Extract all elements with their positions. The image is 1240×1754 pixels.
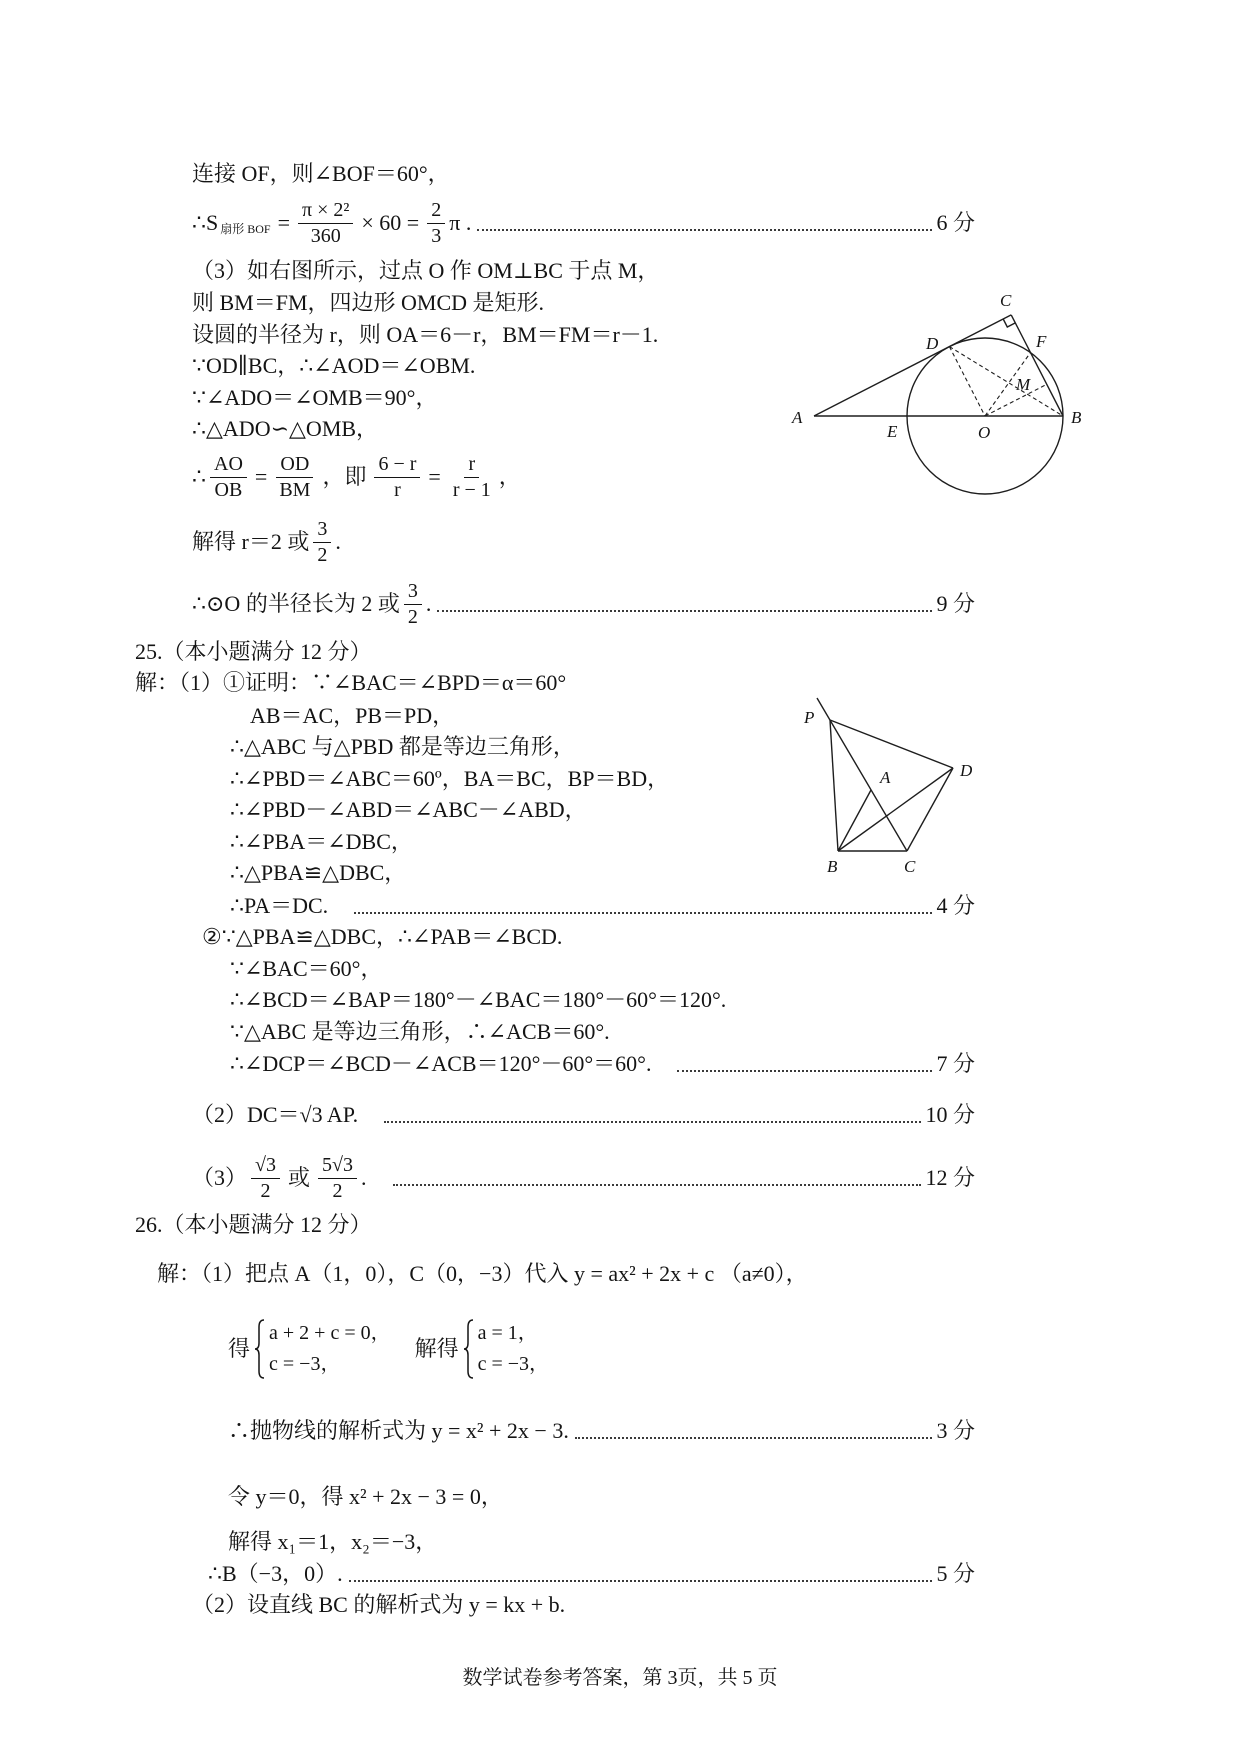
- numerator: π × 2²: [298, 199, 353, 224]
- label-b: B: [827, 857, 838, 876]
- left-brace: [254, 1318, 265, 1380]
- dotted-leader: [437, 610, 932, 612]
- period: .: [361, 1165, 367, 1190]
- label-c: C: [1000, 291, 1012, 310]
- dotted-leader: [349, 1580, 933, 1582]
- line-25-angle-difference: ∴∠PBD－∠ABD＝∠ABC－∠ABD，: [230, 797, 587, 822]
- line-radius-r: 设圆的半径为 r，则 OA＝6－r，BM＝FM＝r－1.: [192, 322, 659, 347]
- score-12: 12 分: [925, 1165, 975, 1190]
- numerator: AO: [210, 453, 247, 478]
- line-25-equilateral: ∴△ABC 与△PBD 都是等边三角形，: [230, 734, 575, 759]
- line-proportion: [192, 449, 521, 505]
- left-brace: [463, 1318, 474, 1380]
- numerator: 3: [404, 580, 422, 605]
- get-text: 得: [228, 1336, 251, 1361]
- dashed-segment-do: [949, 347, 985, 416]
- equation-row: a + 2 + c = 0，: [269, 1322, 391, 1344]
- heading-problem-26: 26.（本小题满分 12 分）: [135, 1212, 372, 1237]
- equals-sign: =: [254, 464, 268, 489]
- equation-row: c = −3，: [477, 1353, 550, 1375]
- denominator: 2: [317, 543, 328, 566]
- line-25-angle-dcp: [230, 1050, 975, 1078]
- statement-text: ∴∠DCP＝∠BCD－∠ACB＝120°－60°＝60°.: [230, 1051, 652, 1076]
- segment-dc: [907, 768, 953, 851]
- line-25-equal-sides: AB＝AC，PB＝PD，: [250, 703, 455, 728]
- denominator: r − 1: [452, 478, 491, 501]
- denominator: 2: [332, 1179, 343, 1202]
- fraction-od-bm: [275, 453, 314, 502]
- line-26-line-bc: （2）设直线 BC 的解析式为 y = kx + b.: [192, 1592, 566, 1617]
- line-25-part2-start: ②∵△PBA≌△DBC，∴∠PAB＝∠BCD.: [202, 924, 563, 949]
- line-25-congruent: ∴△PBA≌△DBC，: [230, 860, 407, 885]
- line-similar-triangles: ∴△ADO∽△OMB，: [192, 416, 379, 441]
- line-25-proof-start: 解：（1）①证明：∵∠BAC＝∠BPD＝α＝60°: [135, 670, 567, 695]
- numerator: r: [464, 453, 479, 478]
- line-25-pa-dc: [230, 892, 975, 920]
- segment-bd: [838, 768, 953, 851]
- numerator: OD: [276, 453, 313, 478]
- namely-text: ，即: [322, 464, 367, 489]
- line-26-parabola: [228, 1417, 975, 1445]
- segment-ac-tangent: [814, 315, 1011, 416]
- label-a: A: [880, 768, 891, 787]
- line-part3-construction: （3）如右图所示，过点 O 作 OM⊥BC 于点 M，: [192, 258, 660, 283]
- label-c: C: [904, 857, 916, 876]
- line-26-roots: 解得 x₁＝1，x₂＝−3，: [228, 1529, 438, 1554]
- score-10: 10 分: [925, 1102, 975, 1127]
- line-connect-of: 连接 OF，则∠BOF＝60°，: [192, 161, 450, 186]
- fraction-r-over-r-minus-1: [449, 453, 495, 502]
- page-footer: 数学试卷参考答案，第 3页，共 5 页: [462, 1667, 778, 1689]
- statement-text: ∴PA＝DC.: [230, 893, 329, 918]
- fraction-5root3-over-2: [318, 1154, 357, 1203]
- denominator: 2: [407, 605, 418, 628]
- statement-text: （2）DC＝√3 AP.: [192, 1102, 359, 1127]
- radius-answer-text: ∴⊙O 的半径长为 2 或: [192, 591, 400, 616]
- line-25-angles-sides: ∴∠PBD＝∠ABC＝60º，BA＝BC，BP＝BD，: [230, 766, 670, 791]
- line-radius-answer: [192, 578, 975, 630]
- equation-row: c = −3，: [269, 1353, 341, 1375]
- heading-problem-25: 25.（本小题满分 12 分）: [135, 639, 372, 664]
- figure-circle-tangent: [790, 290, 1110, 510]
- line-26-equation-system: [228, 1316, 555, 1382]
- pi-period: π .: [449, 210, 472, 235]
- denominator: 3: [431, 224, 442, 247]
- segment-ba: [838, 790, 871, 851]
- segment-pb: [830, 720, 838, 851]
- comma: ，: [498, 464, 521, 489]
- line-25-angle-acb: ∵△ABC 是等边三角形，∴∠ACB＝60°.: [230, 1019, 610, 1044]
- line-solve-r: [192, 516, 341, 568]
- or-text: 或: [288, 1165, 311, 1190]
- fraction-three-halves: [313, 518, 331, 567]
- times-sixty: × 60 =: [361, 210, 420, 235]
- dotted-leader: [477, 229, 932, 231]
- denominator: 360: [310, 224, 341, 247]
- dotted-leader: [384, 1121, 921, 1123]
- numerator: √3: [251, 1154, 280, 1179]
- numerator: 6 − r: [374, 453, 420, 478]
- label-a: A: [792, 408, 803, 427]
- period: .: [335, 529, 341, 554]
- segment-cb: [1011, 315, 1063, 416]
- score-6: 6 分: [936, 210, 975, 235]
- denominator: OB: [214, 478, 243, 501]
- therefore-symbol: ∴: [192, 464, 206, 489]
- dotted-leader: [677, 1070, 932, 1072]
- label-p: P: [804, 708, 815, 727]
- fraction-sector-formula: [298, 199, 353, 248]
- score-4: 4 分: [936, 893, 975, 918]
- numerator: 3: [313, 518, 331, 543]
- part-number: （3）: [192, 1165, 248, 1190]
- equation-row: a = 1，: [477, 1322, 538, 1344]
- equals-sign: =: [277, 210, 291, 235]
- dotted-leader: [575, 1437, 933, 1439]
- figure-equilateral-triangles: [800, 680, 1000, 880]
- score-3: 3 分: [936, 1418, 975, 1443]
- denominator: 2: [260, 1179, 271, 1202]
- label-d: D: [960, 761, 973, 780]
- label-b: B: [1071, 408, 1082, 427]
- solve-text: 解得: [414, 1336, 459, 1361]
- statement-text: ∴B（−3，0）.: [208, 1561, 343, 1586]
- label-o: O: [978, 423, 991, 442]
- label-d: D: [926, 334, 939, 353]
- line-rectangle-omcd: 则 BM＝FM，四边形 OMCD 是矩形.: [192, 290, 545, 315]
- line-26-point-b: [208, 1560, 975, 1588]
- fraction-root3-over-2: [251, 1154, 280, 1203]
- therefore-s: ∴S: [192, 210, 219, 235]
- equals-sign: =: [428, 464, 441, 489]
- fraction-two-thirds: [427, 199, 445, 248]
- line-25-angle-bcd: ∴∠BCD＝∠BAP＝180°－∠BAC＝180°－60°＝120°.: [230, 987, 727, 1012]
- line-25-angle-pba: ∴∠PBA＝∠DBC，: [230, 829, 413, 854]
- fraction-6-minus-r-over-r: [374, 453, 420, 502]
- score-7: 7 分: [936, 1051, 975, 1076]
- label-e: E: [887, 422, 898, 441]
- line-25-part-3: [192, 1152, 975, 1204]
- statement-text: ∴抛物线的解析式为 y = x² + 2x − 3.: [228, 1418, 569, 1443]
- line-25-part-2: [192, 1101, 975, 1129]
- line-parallel-angles: ∵OD∥BC，∴∠AOD＝∠OBM.: [192, 353, 476, 378]
- denominator: BM: [279, 478, 311, 501]
- sector-subscript: 扇形 BOF: [220, 222, 271, 236]
- line-26-set-y-zero: 令 y＝0，得 x² + 2x − 3 = 0，: [228, 1484, 503, 1509]
- dotted-leader: [354, 912, 932, 914]
- dotted-leader: [393, 1184, 922, 1186]
- line-right-angles: ∵∠ADO＝∠OMB＝90°，: [192, 385, 438, 410]
- score-5: 5 分: [936, 1561, 975, 1586]
- line-sector-area: [192, 197, 975, 249]
- period: .: [425, 591, 432, 616]
- segment-pd: [830, 720, 953, 768]
- denominator: r: [394, 478, 401, 501]
- line-26-substitute: 解：（1）把点 A（1，0），C（0，−3）代入 y = ax² + 2x + c （a≠0），: [157, 1261, 808, 1286]
- equation-system-2: [463, 1318, 549, 1380]
- solve-text: 解得 r＝2 或: [192, 529, 310, 554]
- fraction-ao-ob: [210, 453, 247, 502]
- score-9: 9 分: [936, 591, 975, 616]
- line-25-angle-bac: ∵∠BAC＝60°，: [230, 956, 383, 981]
- label-f: F: [1036, 332, 1047, 351]
- numerator: 2: [427, 199, 445, 224]
- fraction-three-halves: [404, 580, 422, 629]
- numerator: 5√3: [318, 1154, 357, 1179]
- label-m: M: [1016, 375, 1031, 394]
- equation-system-1: [254, 1318, 391, 1380]
